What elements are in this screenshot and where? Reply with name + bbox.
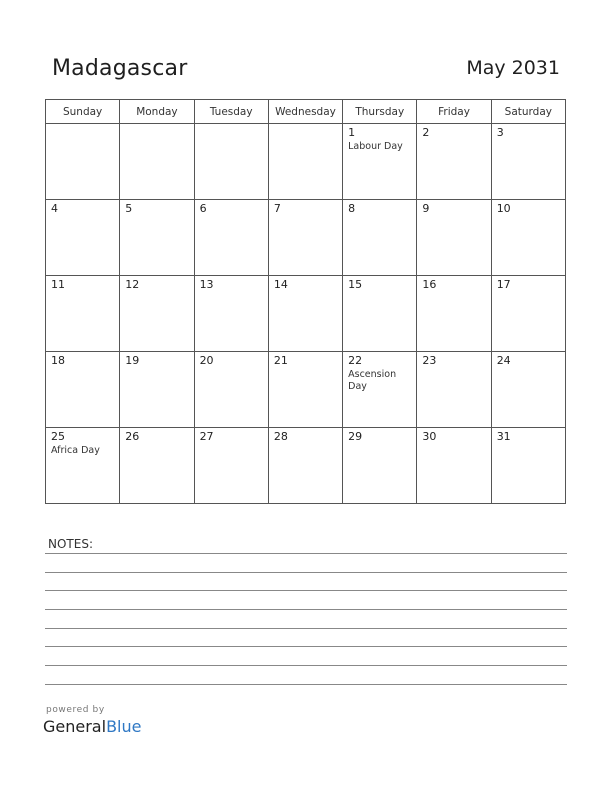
day-number: 21 [273, 354, 288, 367]
brand-logo [43, 717, 141, 736]
calendar-week-row [46, 124, 566, 200]
calendar-day-cell[interactable] [194, 276, 268, 352]
calendar-day-cell[interactable] [417, 124, 491, 200]
weekday-header-wednesday: Wednesday [268, 100, 342, 124]
day-number: 10 [496, 202, 511, 215]
day-number: 26 [125, 430, 140, 443]
day-number: 18 [51, 354, 65, 367]
notes-line [45, 684, 567, 685]
day-number: 3 [496, 126, 504, 139]
calendar-week-row [46, 352, 566, 428]
weekday-header-saturday: Saturday [491, 100, 565, 124]
notes-line [45, 665, 567, 666]
calendar-day-cell[interactable] [417, 276, 491, 352]
weekday-header-thursday: Thursday [343, 100, 417, 124]
calendar-day-cell[interactable] [343, 352, 417, 428]
day-number: 2 [422, 126, 430, 139]
calendar-day-cell[interactable] [417, 428, 491, 504]
day-number: 5 [125, 202, 133, 215]
calendar-day-cell[interactable] [417, 200, 491, 276]
calendar-day-cell[interactable] [46, 200, 120, 276]
calendar-day-cell[interactable] [46, 276, 120, 352]
day-number: 9 [422, 202, 430, 215]
calendar-day-cell[interactable] [268, 276, 342, 352]
day-number: 14 [273, 278, 288, 291]
calendar-day-cell[interactable] [194, 352, 268, 428]
day-number: 30 [422, 430, 437, 443]
day-number: 28 [273, 430, 288, 443]
day-number: 23 [422, 354, 437, 367]
calendar-week-row [46, 276, 566, 352]
calendar-day-cell[interactable] [491, 276, 565, 352]
calendar-day-cell[interactable] [120, 428, 194, 504]
calendar-week-row [46, 200, 566, 276]
day-number: 27 [199, 430, 214, 443]
day-number: 22 [348, 354, 363, 367]
calendar-day-cell[interactable] [491, 200, 565, 276]
calendar-day-cell[interactable] [417, 352, 491, 428]
calendar-body [46, 124, 566, 504]
weekday-header-row [46, 100, 566, 124]
day-number: 19 [125, 354, 140, 367]
holiday-label: Ascension Day [348, 369, 397, 392]
brand-logo-blue: Blue [106, 717, 142, 736]
weekday-header-sunday: Sunday [46, 100, 120, 124]
calendar-day-cell[interactable] [120, 124, 194, 200]
holiday-label: Labour Day [348, 141, 403, 152]
calendar-week-row [46, 428, 566, 504]
notes-line [45, 609, 567, 610]
day-number: 4 [51, 202, 58, 215]
calendar-day-cell[interactable] [268, 124, 342, 200]
calendar-day-cell[interactable] [343, 124, 417, 200]
calendar-day-cell[interactable] [343, 200, 417, 276]
powered-by-text: powered by [46, 705, 105, 715]
calendar-month-title: May 2031 [466, 57, 560, 79]
calendar-day-cell[interactable] [194, 428, 268, 504]
day-number: 1 [348, 126, 356, 139]
calendar-day-cell[interactable] [46, 124, 120, 200]
notes-line [45, 553, 567, 554]
day-number: 15 [348, 278, 363, 291]
calendar-day-cell[interactable] [268, 428, 342, 504]
calendar-day-cell[interactable] [194, 124, 268, 200]
calendar-day-cell[interactable] [268, 200, 342, 276]
day-number: 20 [199, 354, 214, 367]
calendar-day-cell[interactable] [194, 200, 268, 276]
day-number: 11 [51, 278, 65, 291]
calendar-day-cell[interactable] [491, 124, 565, 200]
calendar-day-cell[interactable] [268, 352, 342, 428]
calendar-day-cell[interactable] [343, 428, 417, 504]
day-number: 7 [273, 202, 281, 215]
calendar-day-cell[interactable] [491, 352, 565, 428]
day-number: 16 [422, 278, 437, 291]
calendar-day-cell[interactable] [491, 428, 565, 504]
month-calendar-grid [45, 99, 566, 504]
day-number: 17 [496, 278, 511, 291]
calendar-day-cell[interactable] [46, 428, 120, 504]
day-number: 25 [51, 430, 65, 443]
notes-line [45, 628, 567, 629]
calendar-day-cell[interactable] [343, 276, 417, 352]
notes-label: NOTES: [48, 537, 93, 551]
notes-line [45, 590, 567, 591]
day-number: 12 [125, 278, 140, 291]
weekday-header-tuesday: Tuesday [194, 100, 268, 124]
notes-line [45, 646, 567, 647]
calendar-day-cell[interactable] [46, 352, 120, 428]
weekday-header-friday: Friday [417, 100, 491, 124]
day-number: 29 [348, 430, 363, 443]
day-number: 31 [496, 430, 511, 443]
calendar-day-cell[interactable] [120, 276, 194, 352]
notes-line [45, 572, 567, 573]
holiday-label: Africa Day [51, 445, 100, 456]
day-number: 8 [348, 202, 356, 215]
weekday-header-monday: Monday [120, 100, 194, 124]
brand-logo-general: General [43, 717, 107, 736]
day-number: 24 [496, 354, 511, 367]
day-number: 6 [199, 202, 207, 215]
day-number: 13 [199, 278, 214, 291]
calendar-country-title: Madagascar [52, 56, 188, 81]
calendar-day-cell[interactable] [120, 352, 194, 428]
calendar-day-cell[interactable] [120, 200, 194, 276]
